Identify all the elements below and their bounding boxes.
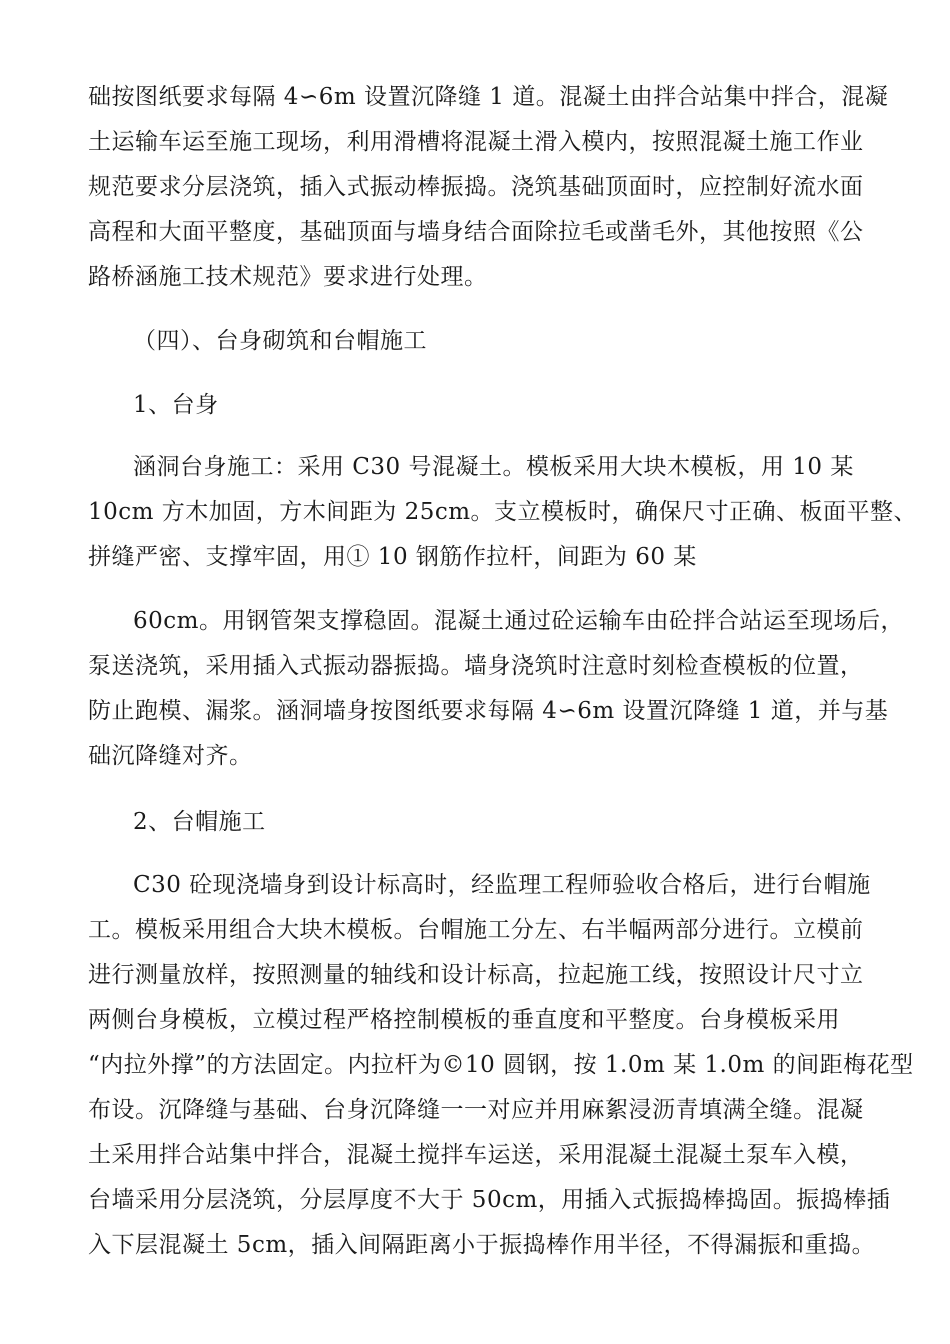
text-line: 泵送浇筑，采用插入式振动器振捣。墙身浇筑时注意时刻检查模板的位置，: [88, 653, 864, 679]
text-line: 防止跑模、漏浆。涵洞墙身按图纸要求每隔 4∽6m 设置沉降缝 1 道，并与基: [88, 698, 889, 724]
text-line: 础沉降缝对齐。: [88, 743, 253, 769]
text-line: 础按图纸要求每隔 4∽6m 设置沉降缝 1 道。混凝土由拌合站集中拌合，混凝: [88, 84, 889, 110]
text-line: 路桥涵施工技术规范》要求进行处理。: [88, 264, 488, 290]
text-line: C30 砼现浇墙身到设计标高时，经监理工程师验收合格后，进行台帽施: [133, 872, 871, 898]
text-line: 10cm 方木加固，方木间距为 25cm。支立模板时，确保尺寸正确、板面平整、: [88, 499, 918, 525]
section-heading: （四）、台身砌筑和台帽施工: [133, 328, 427, 354]
text-line: 进行测量放样，按照测量的轴线和设计标高，拉起施工线，按照设计尺寸立: [88, 962, 864, 988]
text-line: 高程和大面平整度，基础顶面与墙身结合面除拉毛或凿毛外，其他按照《公: [88, 219, 864, 245]
text-line: 土采用拌合站集中拌合，混凝土搅拌车运送，采用混凝土混凝土泵车入模，: [88, 1142, 864, 1168]
text-line: 土运输车运至施工现场，利用滑槽将混凝土滑入模内，按照混凝土施工作业: [88, 129, 864, 155]
text-line: 两侧台身模板，立模过程严格控制模板的垂直度和平整度。台身模板采用: [88, 1007, 840, 1033]
text-line: 拼缝严密、支撑牢固，用① 10 钢筋作拉杆，间距为 60 某: [88, 544, 697, 570]
text-line: 涵洞台身施工：采用 C30 号混凝土。模板采用大块木模板，用 10 某: [133, 454, 854, 480]
subsection-heading: 2、台帽施工: [133, 809, 266, 835]
text-line: “内拉外撑”的方法固定。内拉杆为©10 圆钢，按 1.0m 某 1.0m 的间距梅花型: [88, 1052, 914, 1078]
text-line: 布设。沉降缝与基础、台身沉降缝一一对应并用麻絮浸沥青填满全缝。混凝: [88, 1097, 864, 1123]
text-line: 入下层混凝土 5cm，插入间隔距离小于振捣棒作用半径，不得漏振和重捣。: [88, 1232, 876, 1258]
text-line: 工。模板采用组合大块木模板。台帽施工分左、右半幅两部分进行。立模前: [88, 917, 864, 943]
subsection-heading: 1、台身: [133, 392, 219, 418]
text-line: 60cm。用钢管架支撑稳固。混凝土通过砼运输车由砼拌合站运至现场后，: [133, 608, 904, 634]
text-line: 台墙采用分层浇筑，分层厚度不大于 50cm，用插入式振捣棒捣固。振捣棒插: [88, 1187, 891, 1213]
text-line: 规范要求分层浇筑，插入式振动棒振捣。浇筑基础顶面时，应控制好流水面: [88, 174, 864, 200]
